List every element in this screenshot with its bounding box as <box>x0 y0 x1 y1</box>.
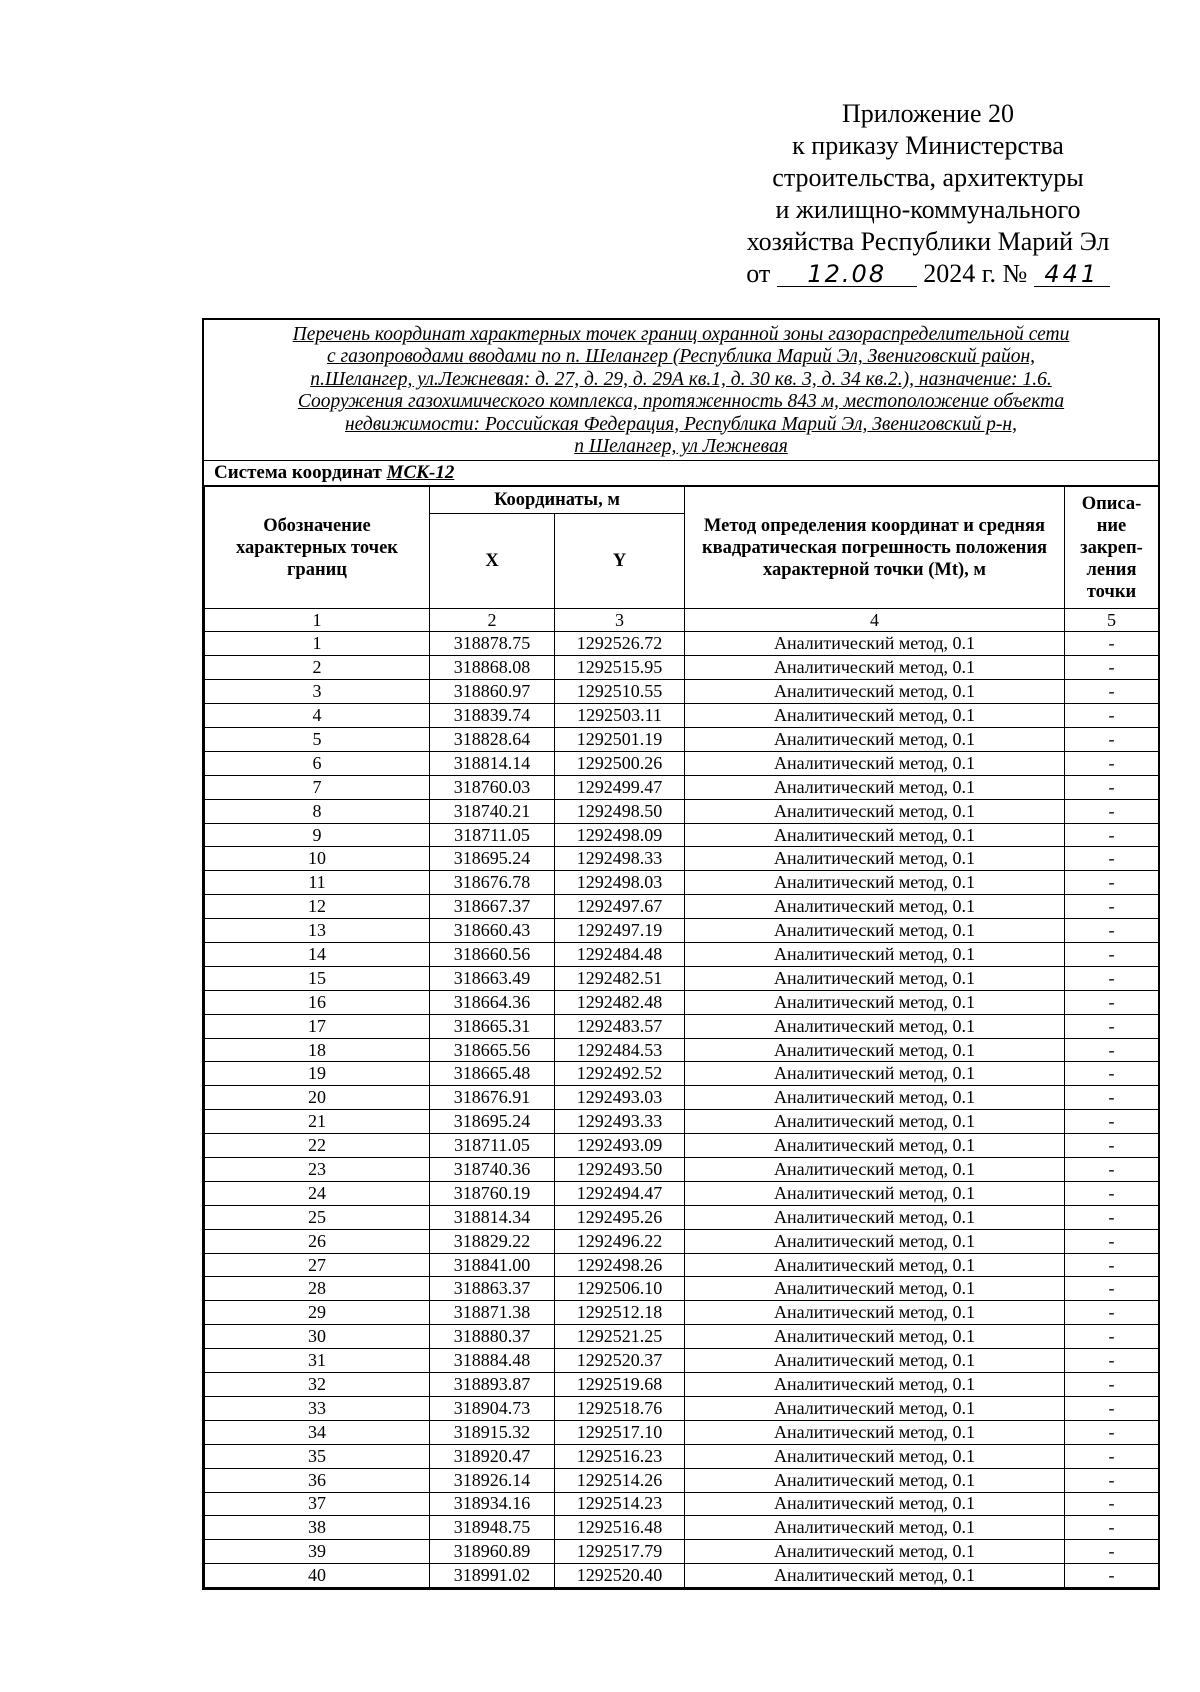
handwritten-date: 12.08 <box>777 262 917 287</box>
table-row <box>205 1349 1159 1373</box>
table-row <box>205 1444 1159 1468</box>
document-header <box>728 98 1128 290</box>
table-row <box>205 728 1159 752</box>
title-line: с газопроводами вводами по п. Шелангер (Республика Марий Эл, Звениговский район, <box>326 346 1036 368</box>
table-row <box>205 1492 1159 1516</box>
method-cell: Аналитический метод, 0.1 <box>685 966 1065 990</box>
method-cell: Аналитический метод, 0.1 <box>685 1492 1065 1516</box>
y-coordinate-cell: 1292493.09 <box>555 1134 685 1158</box>
y-coordinate-cell: 1292520.40 <box>555 1564 685 1588</box>
column-numbers-row <box>205 609 1159 632</box>
coordinate-system-value: МСК-12 <box>386 462 455 484</box>
date-prefix: от <box>746 259 771 288</box>
point-number-cell: 17 <box>205 1014 430 1038</box>
point-number-cell: 13 <box>205 919 430 943</box>
table-row <box>205 680 1159 704</box>
method-cell: Аналитический метод, 0.1 <box>685 1516 1065 1540</box>
coordinates-table <box>204 486 1159 1588</box>
y-coordinate-cell: 1292521.25 <box>555 1325 685 1349</box>
method-cell: Аналитический метод, 0.1 <box>685 656 1065 680</box>
y-coordinate-cell: 1292520.37 <box>555 1349 685 1373</box>
description-cell: - <box>1065 1301 1159 1325</box>
y-coordinate-cell: 1292526.72 <box>555 632 685 656</box>
x-coordinate-cell: 318841.00 <box>430 1253 555 1277</box>
x-coordinate-cell: 318884.48 <box>430 1349 555 1373</box>
table-row <box>205 990 1159 1014</box>
method-cell: Аналитический метод, 0.1 <box>685 751 1065 775</box>
x-coordinate-cell: 318676.78 <box>430 871 555 895</box>
coordinate-system <box>204 461 1158 486</box>
table-row <box>205 1564 1159 1588</box>
method-cell: Аналитический метод, 0.1 <box>685 1134 1065 1158</box>
header-line: Приложение 20 <box>841 99 1015 128</box>
description-cell: - <box>1065 1468 1159 1492</box>
y-coordinate-cell: 1292498.50 <box>555 799 685 823</box>
description-cell: - <box>1065 1205 1159 1229</box>
y-coordinate-cell: 1292482.48 <box>555 990 685 1014</box>
description-cell: - <box>1065 799 1159 823</box>
description-cell: - <box>1065 1110 1159 1134</box>
method-cell: Аналитический метод, 0.1 <box>685 1540 1065 1564</box>
description-cell: - <box>1065 1086 1159 1110</box>
y-coordinate-cell: 1292500.26 <box>555 751 685 775</box>
x-coordinate-cell: 318740.36 <box>430 1158 555 1182</box>
order-date-line <box>728 258 1128 290</box>
description-cell: - <box>1065 966 1159 990</box>
description-cell: - <box>1065 1134 1159 1158</box>
table-row <box>205 1086 1159 1110</box>
table-row <box>205 871 1159 895</box>
description-cell: - <box>1065 1038 1159 1062</box>
method-cell: Аналитический метод, 0.1 <box>685 1014 1065 1038</box>
y-coordinate-cell: 1292497.67 <box>555 895 685 919</box>
table-row <box>205 1516 1159 1540</box>
document-title <box>204 320 1158 461</box>
description-cell: - <box>1065 1229 1159 1253</box>
x-coordinate-cell: 318663.49 <box>430 966 555 990</box>
point-number-cell: 21 <box>205 1110 430 1134</box>
x-coordinate-cell: 318878.75 <box>430 632 555 656</box>
x-coordinate-cell: 318960.89 <box>430 1540 555 1564</box>
x-coordinate-cell: 318740.21 <box>430 799 555 823</box>
point-number-cell: 10 <box>205 847 430 871</box>
description-cell: - <box>1065 632 1159 656</box>
table-row <box>205 1134 1159 1158</box>
table-row <box>205 632 1159 656</box>
point-number-cell: 14 <box>205 943 430 967</box>
point-number-cell: 24 <box>205 1181 430 1205</box>
method-cell: Аналитический метод, 0.1 <box>685 1373 1065 1397</box>
description-cell: - <box>1065 1540 1159 1564</box>
method-cell: Аналитический метод, 0.1 <box>685 704 1065 728</box>
description-cell: - <box>1065 751 1159 775</box>
header-coordinates: Координаты, м <box>430 487 685 514</box>
description-cell: - <box>1065 1420 1159 1444</box>
point-number-cell: 3 <box>205 680 430 704</box>
y-coordinate-cell: 1292493.03 <box>555 1086 685 1110</box>
description-cell: - <box>1065 1373 1159 1397</box>
x-coordinate-cell: 318665.31 <box>430 1014 555 1038</box>
header-line: строительства, архитектуры <box>772 163 1084 192</box>
method-cell: Аналитический метод, 0.1 <box>685 1205 1065 1229</box>
column-number: 5 <box>1065 609 1159 632</box>
y-coordinate-cell: 1292517.79 <box>555 1540 685 1564</box>
header-description: Описа-ние закреп-ления точки <box>1065 487 1159 609</box>
y-coordinate-cell: 1292498.03 <box>555 871 685 895</box>
description-cell: - <box>1065 775 1159 799</box>
table-row <box>205 1277 1159 1301</box>
method-cell: Аналитический метод, 0.1 <box>685 1181 1065 1205</box>
year-text: 2024 г. № <box>923 259 1028 288</box>
y-coordinate-cell: 1292497.19 <box>555 919 685 943</box>
x-coordinate-cell: 318871.38 <box>430 1301 555 1325</box>
method-cell: Аналитический метод, 0.1 <box>685 1277 1065 1301</box>
y-coordinate-cell: 1292503.11 <box>555 704 685 728</box>
description-cell: - <box>1065 1062 1159 1086</box>
point-number-cell: 8 <box>205 799 430 823</box>
method-cell: Аналитический метод, 0.1 <box>685 1396 1065 1420</box>
point-number-cell: 36 <box>205 1468 430 1492</box>
table-row <box>205 1396 1159 1420</box>
method-cell: Аналитический метод, 0.1 <box>685 823 1065 847</box>
x-coordinate-cell: 318814.14 <box>430 751 555 775</box>
method-cell: Аналитический метод, 0.1 <box>685 1253 1065 1277</box>
method-cell: Аналитический метод, 0.1 <box>685 728 1065 752</box>
y-coordinate-cell: 1292499.47 <box>555 775 685 799</box>
method-cell: Аналитический метод, 0.1 <box>685 1564 1065 1588</box>
x-coordinate-cell: 318893.87 <box>430 1373 555 1397</box>
y-coordinate-cell: 1292494.47 <box>555 1181 685 1205</box>
method-cell: Аналитический метод, 0.1 <box>685 680 1065 704</box>
method-cell: Аналитический метод, 0.1 <box>685 1062 1065 1086</box>
point-number-cell: 28 <box>205 1277 430 1301</box>
method-cell: Аналитический метод, 0.1 <box>685 990 1065 1014</box>
column-number: 4 <box>685 609 1065 632</box>
table-row <box>205 656 1159 680</box>
description-cell: - <box>1065 1396 1159 1420</box>
description-cell: - <box>1065 1492 1159 1516</box>
y-coordinate-cell: 1292496.22 <box>555 1229 685 1253</box>
method-cell: Аналитический метод, 0.1 <box>685 1444 1065 1468</box>
description-cell: - <box>1065 1253 1159 1277</box>
y-coordinate-cell: 1292498.33 <box>555 847 685 871</box>
x-coordinate-cell: 318667.37 <box>430 895 555 919</box>
description-cell: - <box>1065 728 1159 752</box>
table-row <box>205 1110 1159 1134</box>
point-number-cell: 22 <box>205 1134 430 1158</box>
x-coordinate-cell: 318711.05 <box>430 1134 555 1158</box>
title-line: п Шелангер, ул Лежневая <box>574 436 788 458</box>
description-cell: - <box>1065 1158 1159 1182</box>
point-number-cell: 37 <box>205 1492 430 1516</box>
method-cell: Аналитический метод, 0.1 <box>685 847 1065 871</box>
header-designation: Обозначение характерных точек границ <box>205 487 430 609</box>
description-cell: - <box>1065 1444 1159 1468</box>
x-coordinate-cell: 318920.47 <box>430 1444 555 1468</box>
x-coordinate-cell: 318860.97 <box>430 680 555 704</box>
point-number-cell: 18 <box>205 1038 430 1062</box>
header-y: Y <box>555 514 685 609</box>
x-coordinate-cell: 318711.05 <box>430 823 555 847</box>
method-cell: Аналитический метод, 0.1 <box>685 871 1065 895</box>
table-body <box>205 609 1159 1588</box>
method-cell: Аналитический метод, 0.1 <box>685 1229 1065 1253</box>
description-cell: - <box>1065 1325 1159 1349</box>
table-row <box>205 1181 1159 1205</box>
x-coordinate-cell: 318814.34 <box>430 1205 555 1229</box>
table-row <box>205 823 1159 847</box>
description-cell: - <box>1065 823 1159 847</box>
method-cell: Аналитический метод, 0.1 <box>685 775 1065 799</box>
y-coordinate-cell: 1292510.55 <box>555 680 685 704</box>
point-number-cell: 19 <box>205 1062 430 1086</box>
table-row <box>205 1205 1159 1229</box>
table-row <box>205 1062 1159 1086</box>
table-row <box>205 1229 1159 1253</box>
method-cell: Аналитический метод, 0.1 <box>685 632 1065 656</box>
point-number-cell: 7 <box>205 775 430 799</box>
point-number-cell: 20 <box>205 1086 430 1110</box>
x-coordinate-cell: 318760.19 <box>430 1181 555 1205</box>
x-coordinate-cell: 318863.37 <box>430 1277 555 1301</box>
x-coordinate-cell: 318665.56 <box>430 1038 555 1062</box>
method-cell: Аналитический метод, 0.1 <box>685 1468 1065 1492</box>
table-row <box>205 1038 1159 1062</box>
description-cell: - <box>1065 990 1159 1014</box>
table-row <box>205 751 1159 775</box>
y-coordinate-cell: 1292514.26 <box>555 1468 685 1492</box>
table-row <box>205 1468 1159 1492</box>
point-number-cell: 25 <box>205 1205 430 1229</box>
y-coordinate-cell: 1292512.18 <box>555 1301 685 1325</box>
point-number-cell: 12 <box>205 895 430 919</box>
method-cell: Аналитический метод, 0.1 <box>685 943 1065 967</box>
method-cell: Аналитический метод, 0.1 <box>685 919 1065 943</box>
x-coordinate-cell: 318676.91 <box>430 1086 555 1110</box>
description-cell: - <box>1065 895 1159 919</box>
description-cell: - <box>1065 943 1159 967</box>
description-cell: - <box>1065 656 1159 680</box>
point-number-cell: 11 <box>205 871 430 895</box>
description-cell: - <box>1065 1014 1159 1038</box>
y-coordinate-cell: 1292519.68 <box>555 1373 685 1397</box>
method-cell: Аналитический метод, 0.1 <box>685 799 1065 823</box>
handwritten-order-number: 441 <box>1034 262 1110 287</box>
description-cell: - <box>1065 680 1159 704</box>
point-number-cell: 33 <box>205 1396 430 1420</box>
point-number-cell: 23 <box>205 1158 430 1182</box>
header-line: и жилищно-коммунального <box>775 195 1081 224</box>
point-number-cell: 38 <box>205 1516 430 1540</box>
table-row <box>205 1301 1159 1325</box>
y-coordinate-cell: 1292498.09 <box>555 823 685 847</box>
description-cell: - <box>1065 919 1159 943</box>
table-row <box>205 1373 1159 1397</box>
x-coordinate-cell: 318839.74 <box>430 704 555 728</box>
x-coordinate-cell: 318868.08 <box>430 656 555 680</box>
header-method: Метод определения координат и средняя квадратическая погрешность положения характерной точки (Mt), м <box>685 487 1065 609</box>
table-row <box>205 1014 1159 1038</box>
column-number: 2 <box>430 609 555 632</box>
table-row <box>205 1325 1159 1349</box>
x-coordinate-cell: 318695.24 <box>430 1110 555 1134</box>
table-row <box>205 775 1159 799</box>
method-cell: Аналитический метод, 0.1 <box>685 1325 1065 1349</box>
point-number-cell: 9 <box>205 823 430 847</box>
point-number-cell: 6 <box>205 751 430 775</box>
point-number-cell: 30 <box>205 1325 430 1349</box>
table-row <box>205 1540 1159 1564</box>
header-x: X <box>430 514 555 609</box>
coordinate-system-label: Система координат <box>214 462 382 484</box>
y-coordinate-cell: 1292483.57 <box>555 1014 685 1038</box>
y-coordinate-cell: 1292495.26 <box>555 1205 685 1229</box>
y-coordinate-cell: 1292516.48 <box>555 1516 685 1540</box>
x-coordinate-cell: 318948.75 <box>430 1516 555 1540</box>
y-coordinate-cell: 1292518.76 <box>555 1396 685 1420</box>
table-row <box>205 919 1159 943</box>
description-cell: - <box>1065 1349 1159 1373</box>
description-cell: - <box>1065 1181 1159 1205</box>
y-coordinate-cell: 1292515.95 <box>555 656 685 680</box>
point-number-cell: 26 <box>205 1229 430 1253</box>
point-number-cell: 5 <box>205 728 430 752</box>
table-row <box>205 966 1159 990</box>
point-number-cell: 29 <box>205 1301 430 1325</box>
x-coordinate-cell: 318664.36 <box>430 990 555 1014</box>
method-cell: Аналитический метод, 0.1 <box>685 1420 1065 1444</box>
x-coordinate-cell: 318880.37 <box>430 1325 555 1349</box>
y-coordinate-cell: 1292516.23 <box>555 1444 685 1468</box>
point-number-cell: 27 <box>205 1253 430 1277</box>
table-row <box>205 895 1159 919</box>
point-number-cell: 34 <box>205 1420 430 1444</box>
table-row <box>205 847 1159 871</box>
x-coordinate-cell: 318991.02 <box>430 1564 555 1588</box>
table-row <box>205 799 1159 823</box>
column-number: 1 <box>205 609 430 632</box>
y-coordinate-cell: 1292482.51 <box>555 966 685 990</box>
point-number-cell: 32 <box>205 1373 430 1397</box>
y-coordinate-cell: 1292514.23 <box>555 1492 685 1516</box>
point-number-cell: 39 <box>205 1540 430 1564</box>
point-number-cell: 31 <box>205 1349 430 1373</box>
x-coordinate-cell: 318829.22 <box>430 1229 555 1253</box>
method-cell: Аналитический метод, 0.1 <box>685 1349 1065 1373</box>
title-line: недвижимости: Российская Федерация, Республика Марий Эл, Звениговский р-н, <box>345 413 1017 435</box>
description-cell: - <box>1065 704 1159 728</box>
x-coordinate-cell: 318828.64 <box>430 728 555 752</box>
y-coordinate-cell: 1292484.48 <box>555 943 685 967</box>
x-coordinate-cell: 318915.32 <box>430 1420 555 1444</box>
method-cell: Аналитический метод, 0.1 <box>685 895 1065 919</box>
x-coordinate-cell: 318660.56 <box>430 943 555 967</box>
method-cell: Аналитический метод, 0.1 <box>685 1038 1065 1062</box>
point-number-cell: 40 <box>205 1564 430 1588</box>
x-coordinate-cell: 318660.43 <box>430 919 555 943</box>
point-number-cell: 15 <box>205 966 430 990</box>
coordinates-sheet <box>202 318 1160 1590</box>
table-row <box>205 1420 1159 1444</box>
point-number-cell: 16 <box>205 990 430 1014</box>
table-row <box>205 1158 1159 1182</box>
table-row <box>205 943 1159 967</box>
title-line: п.Шелангер, ул.Лежневая: д. 27, д. 29, д. 29А кв.1, д. 30 кв. 3, д. 34 кв.2.), назначение: 1.6. <box>310 368 1052 390</box>
y-coordinate-cell: 1292492.52 <box>555 1062 685 1086</box>
y-coordinate-cell: 1292484.53 <box>555 1038 685 1062</box>
method-cell: Аналитический метод, 0.1 <box>685 1158 1065 1182</box>
description-cell: - <box>1065 1277 1159 1301</box>
point-number-cell: 4 <box>205 704 430 728</box>
description-cell: - <box>1065 1564 1159 1588</box>
header-line: хозяйства Республики Марий Эл <box>746 227 1110 256</box>
title-line: Сооружения газохимического комплекса, протяженность 843 м, местоположение объекта <box>297 391 1065 413</box>
x-coordinate-cell: 318904.73 <box>430 1396 555 1420</box>
point-number-cell: 35 <box>205 1444 430 1468</box>
x-coordinate-cell: 318926.14 <box>430 1468 555 1492</box>
table-row <box>205 1253 1159 1277</box>
column-number: 3 <box>555 609 685 632</box>
point-number-cell: 2 <box>205 656 430 680</box>
table-row <box>205 704 1159 728</box>
y-coordinate-cell: 1292506.10 <box>555 1277 685 1301</box>
description-cell: - <box>1065 1516 1159 1540</box>
y-coordinate-cell: 1292493.50 <box>555 1158 685 1182</box>
description-cell: - <box>1065 871 1159 895</box>
point-number-cell: 1 <box>205 632 430 656</box>
method-cell: Аналитический метод, 0.1 <box>685 1301 1065 1325</box>
x-coordinate-cell: 318934.16 <box>430 1492 555 1516</box>
x-coordinate-cell: 318665.48 <box>430 1062 555 1086</box>
method-cell: Аналитический метод, 0.1 <box>685 1086 1065 1110</box>
method-cell: Аналитический метод, 0.1 <box>685 1110 1065 1134</box>
y-coordinate-cell: 1292517.10 <box>555 1420 685 1444</box>
y-coordinate-cell: 1292501.19 <box>555 728 685 752</box>
title-line: Перечень координат характерных точек границ охранной зоны газораспределительной сети <box>292 324 1070 345</box>
y-coordinate-cell: 1292493.33 <box>555 1110 685 1134</box>
y-coordinate-cell: 1292498.26 <box>555 1253 685 1277</box>
description-cell: - <box>1065 847 1159 871</box>
header-line: к приказу Министерства <box>792 131 1064 160</box>
x-coordinate-cell: 318760.03 <box>430 775 555 799</box>
x-coordinate-cell: 318695.24 <box>430 847 555 871</box>
